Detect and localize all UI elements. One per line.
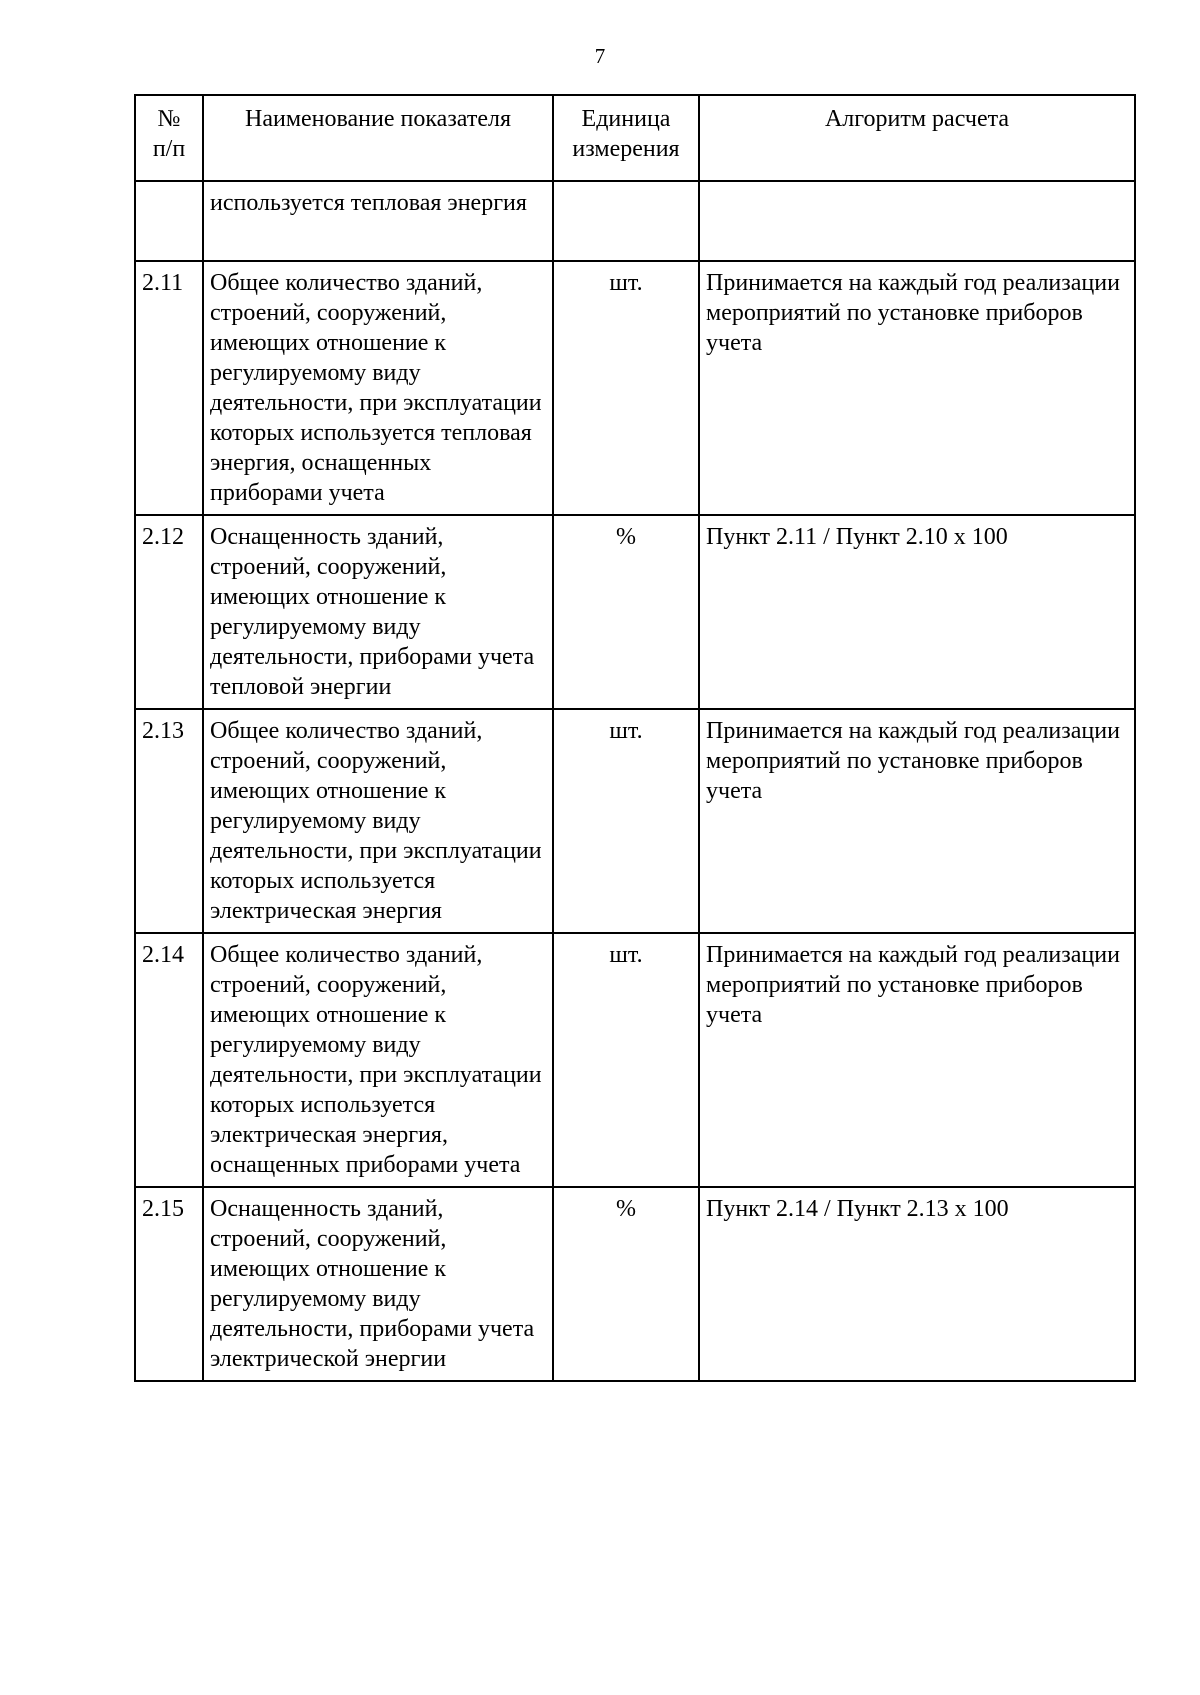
row-unit-cell (553, 261, 699, 515)
row-algo: Пункт 2.14 / Пункт 2.13 x 100 (706, 1196, 1009, 1222)
header-num (135, 95, 203, 181)
row-name-cell (203, 709, 553, 933)
table-row (135, 933, 1135, 1187)
row-algo: Принимается на каждый год реализации мероприятий по установке приборов учета (706, 942, 1120, 1028)
table-row (135, 1187, 1135, 1381)
row-unit: шт. (609, 718, 643, 744)
row-num: 2.14 (142, 942, 184, 968)
row-unit: шт. (609, 942, 643, 968)
row-unit-cell (553, 933, 699, 1187)
header-algo-label: Алгоритм расчета (824, 106, 1010, 132)
row-name-cell (203, 933, 553, 1187)
header-name-label: Наименование показателя (245, 106, 511, 132)
row-algo-cell (699, 261, 1135, 515)
row-algo-cell (699, 515, 1135, 709)
row-name: Общее количество зданий, строений, сооружений, имеющих отношение к регулируемому виду деятельности, при эксплуатации которых используется электрическая энергия (210, 718, 542, 924)
row-name: Общее количество зданий, строений, сооружений, имеющих отношение к регулируемому виду деятельности, при эксплуатации которых используется электрическая энергия, оснащенных приборами учета (210, 942, 542, 1178)
row-num: 2.12 (142, 524, 184, 550)
row-num-cell (135, 1187, 203, 1381)
header-unit (553, 95, 699, 181)
table-row (135, 515, 1135, 709)
row-algo-cell (699, 709, 1135, 933)
row-num-cell (135, 933, 203, 1187)
row-name: Оснащенность зданий, строений, сооружений, имеющих отношение к регулируемому виду деятельности, приборами учета электрической энергии (210, 1196, 535, 1372)
indicators-table (134, 94, 1136, 1382)
header-name (203, 95, 553, 181)
row-algo: Принимается на каждый год реализации мероприятий по установке приборов учета (706, 270, 1120, 356)
row-name-cell (203, 1187, 553, 1381)
header-algo (699, 95, 1135, 181)
row-num: 2.15 (142, 1196, 184, 1222)
row-num: 2.11 (142, 270, 184, 296)
table-header (135, 95, 1135, 181)
table-header-row (135, 95, 1135, 181)
header-unit-label: Единица измерения (572, 106, 680, 162)
header-num-label: № п/п (152, 106, 186, 162)
row-algo-cell (699, 181, 1135, 261)
row-name-cell (203, 515, 553, 709)
row-name-cell (203, 181, 553, 261)
row-algo: Принимается на каждый год реализации мероприятий по установке приборов учета (706, 718, 1120, 804)
table-row (135, 261, 1135, 515)
row-num-cell (135, 709, 203, 933)
row-name: Оснащенность зданий, строений, сооружений, имеющих отношение к регулируемому виду деятельности, приборами учета тепловой энергии (210, 524, 535, 700)
row-unit: шт. (609, 270, 643, 296)
page-number: 7 (594, 44, 606, 68)
row-algo-cell (699, 933, 1135, 1187)
row-name: Общее количество зданий, строений, сооружений, имеющих отношение к регулируемому виду деятельности, при эксплуатации которых используется тепловая энергия, оснащенных приборами учета (210, 270, 542, 506)
row-algo-cell (699, 1187, 1135, 1381)
row-name: используется тепловая энергия (210, 190, 527, 216)
row-num: 2.13 (142, 718, 184, 744)
row-unit-cell (553, 181, 699, 261)
row-unit-cell (553, 1187, 699, 1381)
row-name-cell (203, 261, 553, 515)
row-num-cell (135, 181, 203, 261)
table-body (135, 181, 1135, 1381)
row-num-cell (135, 515, 203, 709)
row-num-cell (135, 261, 203, 515)
table-row (135, 709, 1135, 933)
row-unit: % (616, 1196, 636, 1222)
row-unit-cell (553, 515, 699, 709)
row-unit-cell (553, 709, 699, 933)
row-algo: Пункт 2.11 / Пункт 2.10 x 100 (706, 524, 1008, 550)
table-row (135, 181, 1135, 261)
row-unit: % (616, 524, 636, 550)
